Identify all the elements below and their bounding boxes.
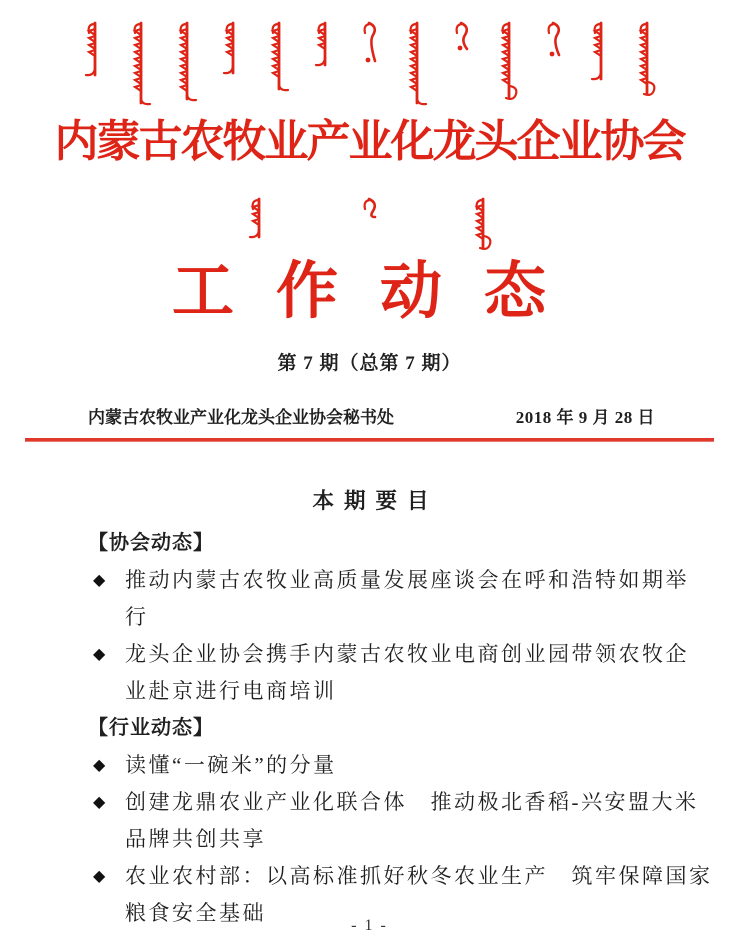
section-title: 【协会动态】 xyxy=(88,532,214,554)
toc-item xyxy=(88,747,655,784)
mongolian-glyph xyxy=(82,20,106,80)
association-title: 内蒙古农牧业产业化龙头企业协会 xyxy=(54,117,685,166)
mongolian-glyph xyxy=(358,20,382,64)
diamond-bullet-icon: ◆ xyxy=(93,572,106,589)
toc-sections xyxy=(88,525,713,932)
toc-item xyxy=(88,562,689,636)
red-divider-rule xyxy=(25,438,714,442)
mongolian-glyph xyxy=(450,20,474,52)
mongolian-script-row-middle xyxy=(0,196,739,254)
section-title: 【行业动态】 xyxy=(88,717,214,739)
toc-item-line: 农业农村部：以高标准抓好秋冬农业生产 筑牢保障国家 xyxy=(125,864,713,888)
toc-item-line: 创建龙鼎农业产业化联合体 推动极北香稻-兴安盟大米 xyxy=(125,790,699,814)
toc-item xyxy=(88,784,699,858)
toc-item-line: 龙头企业协会携手内蒙古农牧业电商创业园带领农牧企 xyxy=(125,642,689,666)
mongolian-glyph xyxy=(246,196,270,242)
diamond-bullet-icon: ◆ xyxy=(93,794,106,811)
toc-item-line: 推动内蒙古农牧业高质量发展座谈会在呼和浩特如期举 xyxy=(125,568,689,592)
mongolian-glyph xyxy=(312,20,336,70)
publisher-row xyxy=(0,403,739,428)
mongolian-glyph xyxy=(128,20,152,108)
mongolian-glyph xyxy=(220,20,244,78)
toc-item-line: 粮食安全基础 xyxy=(125,901,266,925)
publisher-name: 内蒙古农牧业产业化龙头企业协会秘书处 xyxy=(88,408,394,427)
mongolian-glyph xyxy=(542,20,566,58)
mongolian-glyph xyxy=(266,20,290,94)
mongolian-glyph xyxy=(404,20,428,108)
mongolian-glyph xyxy=(496,20,520,102)
mongolian-glyph xyxy=(358,196,382,220)
diamond-bullet-icon: ◆ xyxy=(93,646,106,663)
page-number: - 1 - xyxy=(351,917,388,934)
toc-item-line: 行 xyxy=(125,605,149,629)
toc-item-line: 读懂“一碗米”的分量 xyxy=(125,753,337,777)
bulletin-title: 工作动态 xyxy=(171,258,588,326)
mongolian-glyph xyxy=(588,20,612,84)
mongolian-script-row-top xyxy=(0,20,739,112)
mongolian-glyph xyxy=(470,196,494,252)
toc-item xyxy=(88,636,689,710)
mongolian-glyph xyxy=(634,20,658,98)
masthead xyxy=(0,0,739,442)
diamond-bullet-icon: ◆ xyxy=(93,757,106,774)
issue-number: 第 7 期（总第 7 期） xyxy=(277,353,462,374)
diamond-bullet-icon: ◆ xyxy=(93,868,106,885)
toc-item-line: 业赴京进行电商培训 xyxy=(125,679,337,703)
mongolian-glyph xyxy=(174,20,198,104)
table-of-contents xyxy=(0,484,739,932)
toc-item-line: 品牌共创共享 xyxy=(125,827,266,851)
toc-heading: 本 期 要 目 xyxy=(312,489,431,513)
publish-date: 2018 年 9 月 28 日 xyxy=(515,408,655,427)
